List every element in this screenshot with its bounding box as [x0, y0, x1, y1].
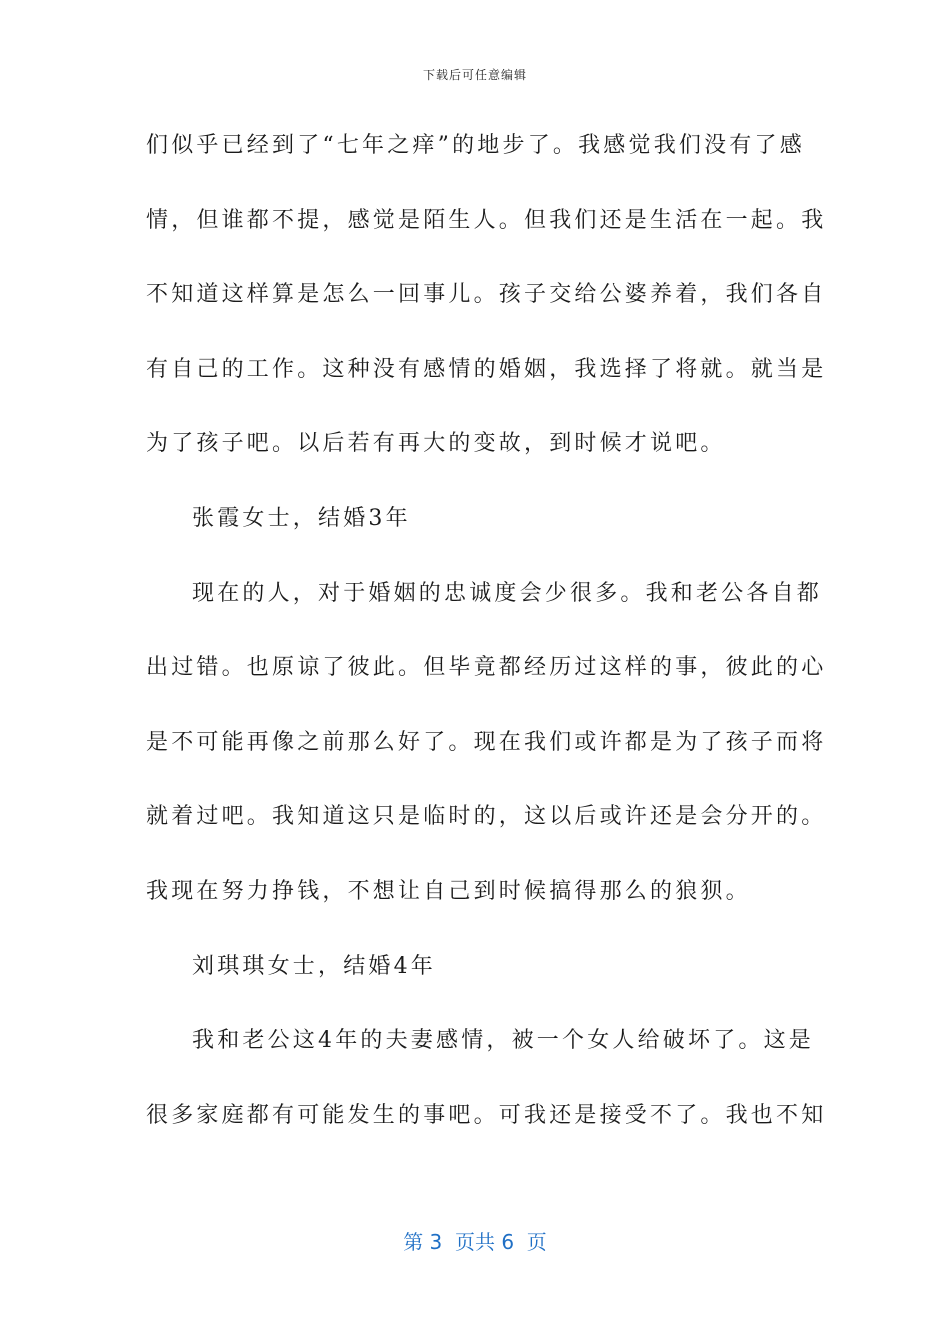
paragraph-line: 情，但谁都不提，感觉是陌生人。但我们还是生活在一起。我	[146, 207, 827, 233]
document-body	[146, 120, 827, 1164]
paragraph-line: 为了孩子吧。以后若有再大的变故，到时候才说吧。	[146, 431, 726, 457]
paragraph-line: 很多家庭都有可能发生的事吧。可我还是接受不了。我也不知	[146, 1102, 827, 1128]
paragraph-line: 就着过吧。我知道这只是临时的，这以后或许还是会分开的。	[146, 804, 827, 830]
paragraph-line: 我和老公这4年的夫妻感情，被一个女人给破坏了。这是	[192, 1028, 814, 1054]
paragraph-line: 出过错。也原谅了彼此。但毕竟都经历过这样的事，彼此的心	[146, 655, 827, 681]
page-header-note: 下载后可任意编辑	[422, 68, 527, 82]
paragraph-line: 有自己的工作。这种没有感情的婚姻，我选择了将就。就当是	[146, 356, 827, 382]
section-heading: 张霞女士，结婚3年	[192, 505, 411, 531]
paragraph-line: 我现在努力挣钱，不想让自己到时候搞得那么的狼狈。	[146, 878, 751, 904]
paragraph-line: 们似乎已经到了“七年之痒”的地步了。我感觉我们没有了感	[146, 133, 805, 158]
section-heading: 刘琪琪女士，结婚4年	[192, 953, 436, 979]
paragraph-line: 现在的人，对于婚姻的忠诚度会少很多。我和老公各自都	[192, 580, 823, 606]
paragraph-line: 不知道这样算是怎么一回事儿。孩子交给公婆养着，我们各自	[146, 282, 827, 308]
page-number: 第 3 页共 6 页	[403, 1230, 547, 1254]
paragraph-line: 是不可能再像之前那么好了。现在我们或许都是为了孩子而将	[146, 729, 827, 755]
